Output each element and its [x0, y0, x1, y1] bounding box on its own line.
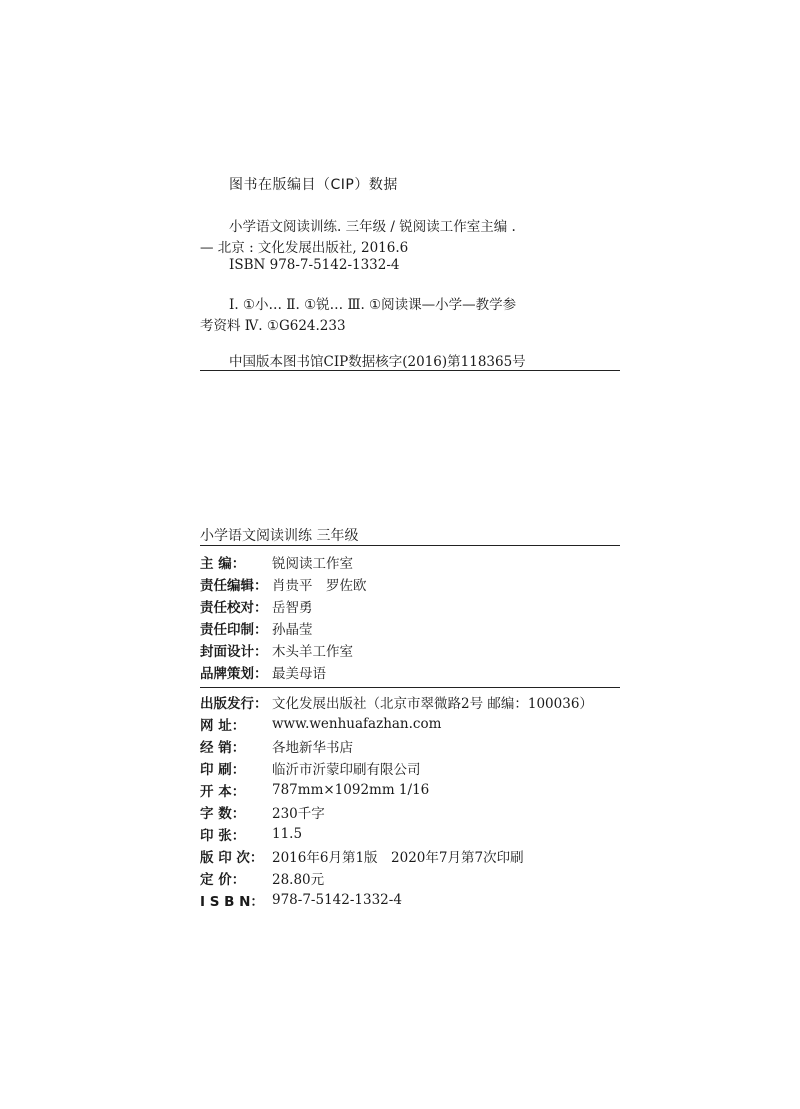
- publication-row: [200, 890, 402, 910]
- title-rule: [200, 545, 620, 546]
- credit-row: [200, 596, 313, 616]
- price-value: 28.80元: [272, 872, 325, 888]
- publication-label: 开 本：: [200, 784, 246, 800]
- publication-value: 临沂市沂蒙印刷有限公司: [272, 762, 421, 778]
- publication-row: [200, 824, 302, 844]
- cip-entry-line-1: 小学语文阅读训练. 三年级 / 锐阅读工作室主编 .: [229, 219, 516, 235]
- publication-label: 定 价：: [200, 872, 246, 888]
- credit-row: [200, 552, 353, 572]
- credits-rule: [200, 687, 620, 688]
- credit-value: 木头羊工作室: [272, 644, 353, 660]
- publication-value: 787mm×1092mm 1/16: [272, 782, 430, 798]
- publication-label: 经 销：: [200, 740, 246, 756]
- publication-value: 11.5: [272, 826, 303, 842]
- credit-value: 最美母语: [272, 666, 326, 682]
- publication-row: [200, 692, 593, 712]
- publication-value: 文化发展出版社（北京市翠微路2号 邮编：100036）: [272, 696, 593, 712]
- publication-value: 各地新华书店: [272, 740, 353, 756]
- credit-row: [200, 640, 353, 660]
- isbn-value: 978-7-5142-1332-4: [272, 892, 402, 908]
- cip-bottom-rule: [200, 370, 620, 371]
- credit-label: 责任编辑：: [200, 578, 268, 594]
- publication-label: 印 刷：: [200, 762, 246, 778]
- publication-value: 230千字: [272, 806, 325, 822]
- credit-label: 责任校对：: [200, 600, 268, 616]
- credit-value: 锐阅读工作室: [272, 556, 353, 572]
- publication-label: 版 印 次：: [200, 850, 264, 866]
- publication-row: [200, 714, 441, 734]
- credit-row: [200, 662, 326, 682]
- publication-row: [200, 780, 429, 800]
- credit-label: 封面设计：: [200, 644, 268, 660]
- cip-subject-line-1: Ⅰ. ①小… Ⅱ. ①锐… Ⅲ. ①阅读课—小学—教学参: [229, 297, 517, 313]
- credit-label: 品牌策划：: [200, 666, 268, 682]
- publication-label: 网 址：: [200, 718, 246, 734]
- publication-row: [200, 846, 524, 866]
- publication-row: [200, 758, 421, 778]
- website-value: www.wenhuafazhan.com: [272, 716, 442, 732]
- publication-label: 出版发行：: [200, 696, 268, 712]
- publication-label: I S B N：: [200, 894, 264, 910]
- credit-value: 岳智勇: [272, 600, 313, 616]
- publication-label: 印 张：: [200, 828, 246, 844]
- cip-number: 中国版本图书馆CIP数据核字(2016)第118365号: [229, 354, 526, 370]
- publication-row: [200, 868, 324, 888]
- credit-value: 孙晶莹: [272, 622, 313, 638]
- credit-label: 主 编：: [200, 556, 246, 572]
- cip-entry-line-2: — 北京 : 文化发展出版社, 2016.6: [200, 240, 409, 256]
- publication-row: [200, 736, 353, 756]
- publication-value: 2016年6月第1版 2020年7月第7次印刷: [272, 850, 524, 866]
- book-title: 小学语文阅读训练 三年级: [200, 528, 359, 544]
- cip-heading: 图书在版编目（CIP）数据: [229, 177, 398, 193]
- cip-isbn-line: ISBN 978-7-5142-1332-4: [229, 257, 400, 273]
- publication-row: [200, 802, 325, 822]
- credit-value: 肖贵平 罗佐欧: [272, 578, 367, 594]
- publication-label: 字 数：: [200, 806, 246, 822]
- credit-label: 责任印制：: [200, 622, 268, 638]
- credit-row: [200, 574, 367, 594]
- credit-row: [200, 618, 313, 638]
- cip-subject-line-2: 考资料 Ⅳ. ①G624.233: [200, 318, 346, 334]
